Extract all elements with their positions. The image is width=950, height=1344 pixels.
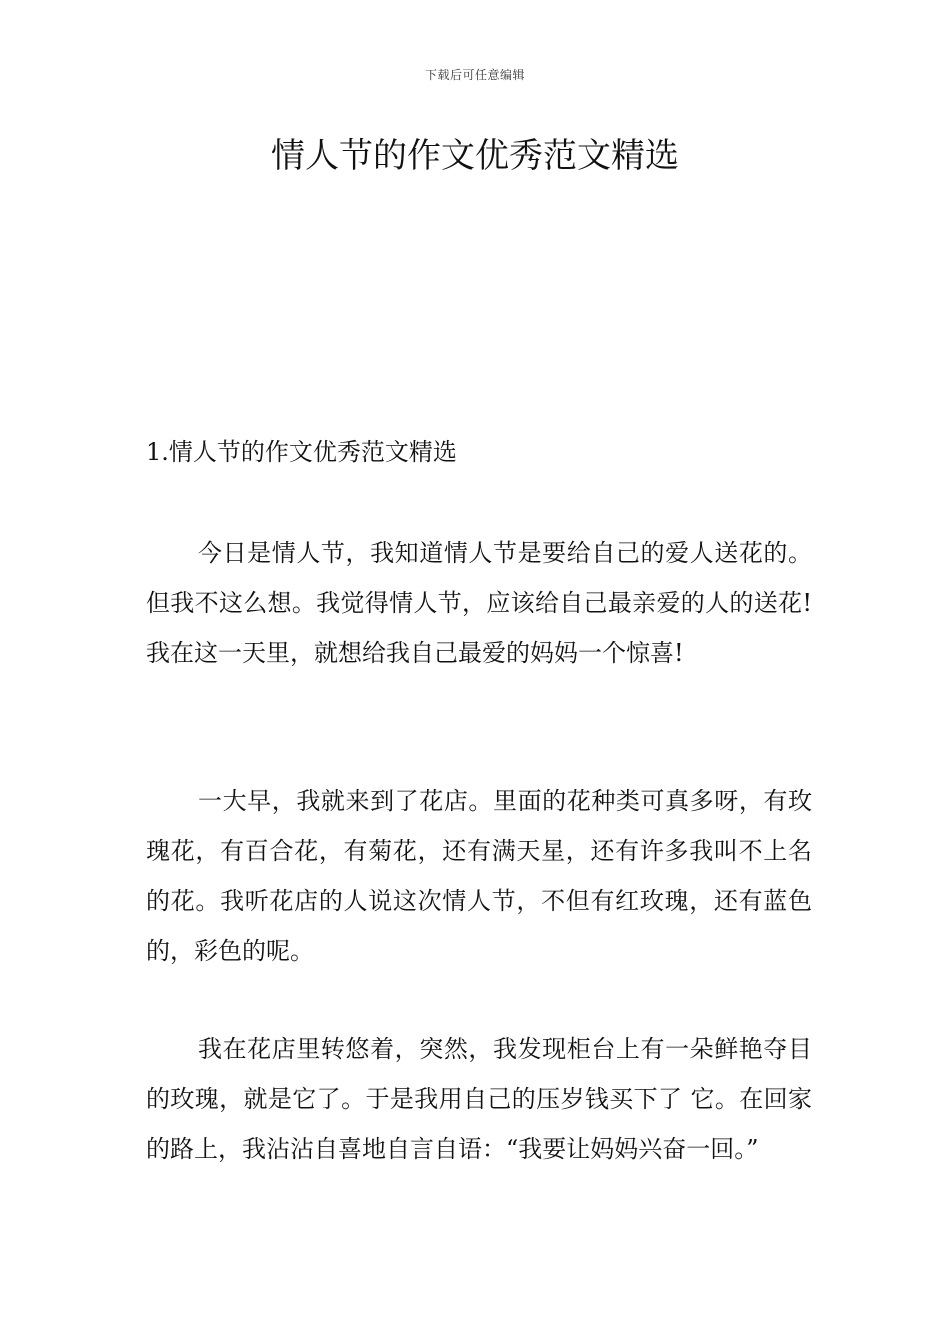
section-heading: 1.情人节的作文优秀范文精选: [146, 438, 457, 466]
paragraph: 我在花店里转悠着，突然，我发现柜台上有一朵鲜艳夺目的玫瑰，就是它了。于是我用自己的压岁钱买下了 它。在回家的路上，我沾沾自喜地自言自语：“我要让妈妈兴奋一回。”: [146, 1035, 812, 1163]
header-note: 下载后可任意编辑: [424, 68, 525, 82]
paragraph: 今日是情人节，我知道情人节是要给自己的爱人送花的。但我不这么想。我觉得情人节，应该给自己最亲爱的人的送花!我在这一天里，就想给我自己最爱的妈妈一个惊喜!: [146, 539, 812, 667]
paragraph-3-block: [146, 1024, 812, 1174]
paragraph-2-block: [146, 776, 812, 976]
document-title: 情人节的作文优秀范文精选: [271, 136, 679, 176]
paragraph: 一大早，我就来到了花店。里面的花种类可真多呀，有玫瑰花，有百合花，有菊花，还有满天星，还有许多我叫不上名的花。我听花店的人说这次情人节，不但有红玫瑰，还有蓝色的，彩色的呢。: [146, 787, 812, 965]
paragraph-1-block: [146, 528, 812, 678]
